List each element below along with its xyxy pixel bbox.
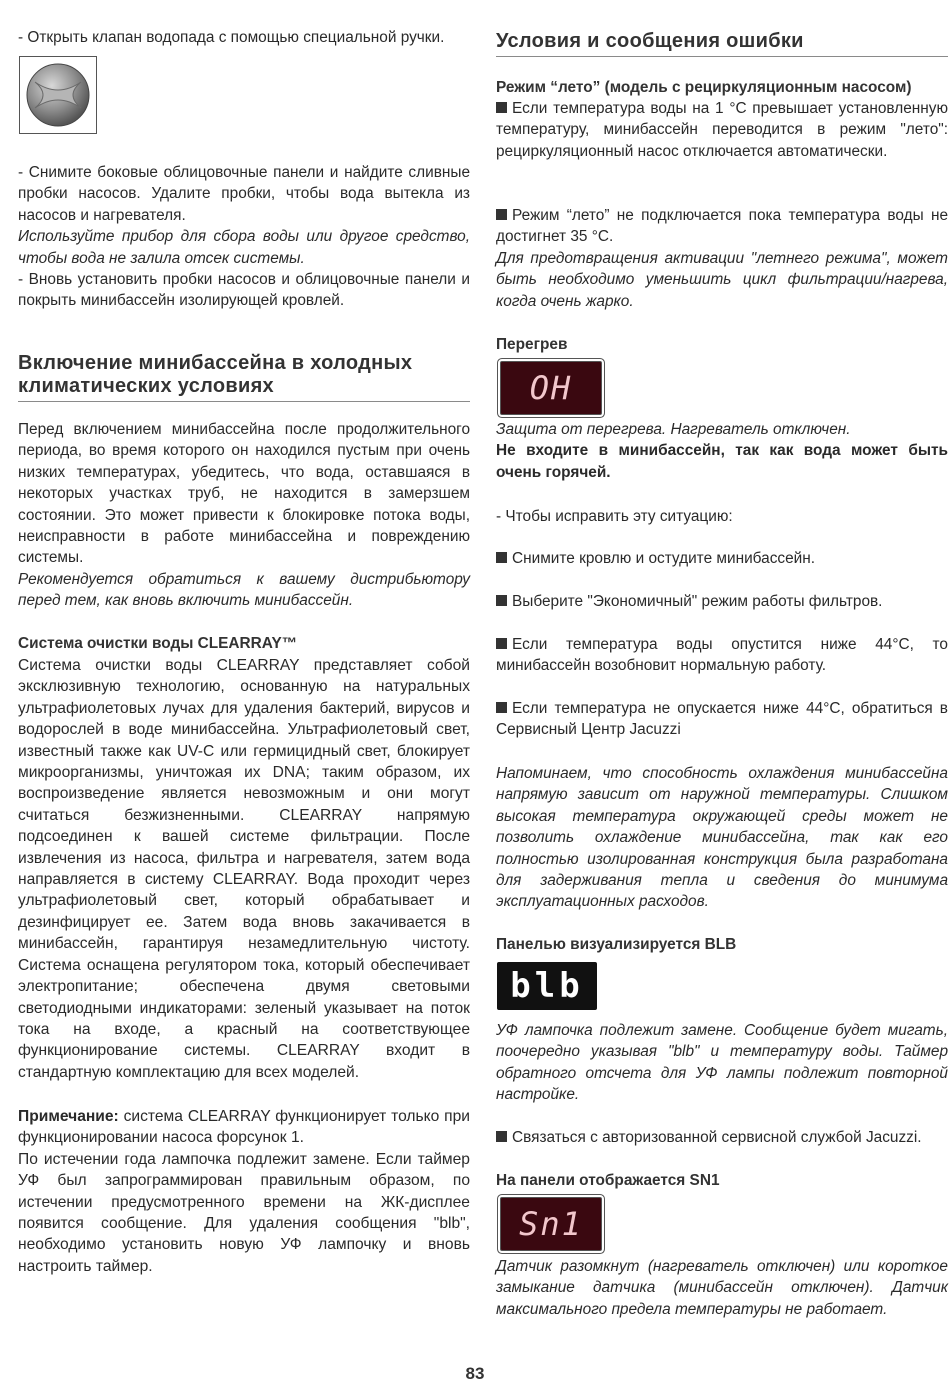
cold-climate-heading: Включение минибассейна в холодных климатических условиях bbox=[18, 352, 470, 402]
bullet-square-icon bbox=[496, 702, 507, 713]
sn1-title: На панели отображается SN1 bbox=[496, 1172, 720, 1189]
fix-step-2: Выберите "Экономичный" режим работы фильтров. bbox=[496, 591, 948, 612]
summer-mode-title: Режим “лето” (модель с рециркуляционным насосом) bbox=[496, 79, 912, 96]
waterfall-knob-image bbox=[19, 56, 97, 134]
waterfall-knob-icon bbox=[25, 62, 91, 128]
page-number: 83 bbox=[465, 1364, 485, 1383]
overheat-display bbox=[500, 361, 602, 415]
sn1-display-code: Sn1 bbox=[519, 1205, 583, 1243]
bullet-square-icon bbox=[496, 1131, 507, 1142]
bullet-square-icon bbox=[496, 638, 507, 649]
fix-step-1: Снимите кровлю и остудите минибассейн. bbox=[496, 548, 948, 569]
clearray-text: Система очистки воды CLEARRAY представляет собой эксклюзивную технологию, основанную на натуральных ультрафиолетовых лучах для удаления бактерий, вирусов и водорослей в воде минибассейна. Ультрафиолетовый свет, известный также как UV-C или гермицидный свет, блокирует микроорганизмы, уничтожая их DNA; таким образом, их воспроизведение является невозможным и они могут считаться безжизненными. CLEARRAY напрямую подсоединен к вашей системе фильтрации. После извлечения из насоса, фильтра и нагревателя, затем вода направляется в систему CLEARRAY. Вода проходит через ультрафиолетовый свет, который обрабатывает и дезинфицирует ее. Затем вода вновь закачивается в минибассейн, гарантируя незамедлительную чистоту. Система оснащена регулятором тока, который обеспечивает электропитание; обеспечена двумя световыми светодиодными индикаторами: зеленый указывает на поток тока на входе, а красный на соответствующее функционирование системы. CLEARRAY входит в стандартную комплектацию для всех моделей. bbox=[18, 657, 470, 1081]
drain-note: Используйте прибор для сбора воды или другое средство, чтобы вода не залила отсек системы. bbox=[18, 228, 470, 267]
blb-display bbox=[497, 962, 597, 1010]
clearray-note bbox=[18, 1106, 470, 1149]
bullet-square-icon bbox=[496, 209, 507, 220]
reinstall-instruction: - Вновь установить пробки насосов и облицовочные панели и покрыть минибассейн изолирующей кровлей. bbox=[18, 271, 470, 310]
overheat-description: Защита от перегрева. Нагреватель отключен. bbox=[496, 421, 851, 438]
overheat-display-code: OH bbox=[529, 369, 573, 407]
fix-step-3: Если температура воды опустится ниже 44°C, то минибассейн возобновит нормальную работу. bbox=[496, 636, 948, 675]
blb-description: УФ лампочка подлежит замене. Сообщение будет мигать, поочередно указывая "blb" и температуру воды. Таймер обратного отсчета для УФ лампы подлежит повторной настройке. bbox=[496, 1022, 948, 1104]
valve-instruction: - Открыть клапан водопада с помощью специальной ручки. bbox=[18, 29, 445, 46]
cold-climate-text: Перед включением минибассейна после продолжительного периода, во время которого он находился пустым при очень низких температурах, убедитесь, что вода, оставшаяся в некоторых участках труб, не находится в замерзшем состоянии. Это может привести к блокировке потока воды, неисправности в работе минибассейна и повреждению системы. bbox=[18, 421, 470, 567]
blb-title: Панелью визуализируется BLB bbox=[496, 936, 737, 953]
blb-action: Связаться с авторизованной сервисной службой Jacuzzi. bbox=[496, 1127, 948, 1148]
fix-intro: - Чтобы исправить эту ситуацию: bbox=[496, 508, 733, 525]
drain-instruction: - Снимите боковые облицовочные панели и найдите сливные пробки насосов. Удалите пробки, чтобы вода вытекла из насосов и нагревателя. bbox=[18, 164, 470, 224]
summer-mode-p1: Если температура воды на 1 °C превышает установленную температуру, минибассейн переводится в режим "лето": рециркуляционный насос отключается автоматически. bbox=[496, 100, 948, 160]
note-label: Примечание: bbox=[18, 1108, 119, 1125]
note-text: система CLEARRAY функционирует только при функционировании насоса форсунок 1. bbox=[18, 1108, 470, 1147]
bullet-square-icon bbox=[496, 102, 507, 113]
overheat-title: Перегрев bbox=[496, 336, 568, 353]
summer-mode-note: Для предотвращения активации "летнего режима", может быть необходимо уменьшить цикл фильтрации/нагрева, когда очень жарко. bbox=[496, 249, 948, 310]
summer-mode-p2: Режим “лето” не подключается пока температура воды не достигнет 35 °C. bbox=[496, 207, 948, 246]
lamp-replacement-text: По истечении года лампочка подлежит замене. Если таймер УФ был запрограммирован правильным образом, по истечении предусмотренного времени на ЖК-дисплее появится сообщение. Для удаления сообщения "blb", необходимо установить новую УФ лампочку и вновь настроить таймер. bbox=[18, 1150, 470, 1275]
fix-step-4: Если температура не опускается ниже 44°C, обратиться в Сервисный Центр Jacuzzi bbox=[496, 700, 948, 739]
cooling-reminder: Напоминаем, что способность охлаждения минибассейна напрямую зависит от наружной температуры. Слишком высокая температура окружающей среды может не позволить охлаждение минибассейна, так как его полностью изолированная конструкция была разработана для задерживания тепла и сведения до минимума эксплуатационных расходов. bbox=[496, 765, 948, 911]
cold-climate-note: Рекомендуется обратиться к вашему дистрибьютору перед тем, как вновь включить минибассейн. bbox=[18, 570, 470, 610]
overheat-warning: Не входите в минибассейн, так как вода может быть очень горячей. bbox=[496, 442, 948, 481]
sn1-description: Датчик разомкнут (нагреватель отключен) или короткое замыкание датчика (минибассейн отключен). Датчик максимального предела температуры не работает. bbox=[496, 1258, 948, 1318]
bullet-square-icon bbox=[496, 552, 507, 563]
sn1-display bbox=[500, 1197, 602, 1251]
clearray-heading: Система очистки воды CLEARRAY™ bbox=[18, 635, 298, 652]
blb-display-code: blb bbox=[510, 966, 584, 1006]
bullet-square-icon bbox=[496, 595, 507, 606]
errors-heading: Условия и сообщения ошибки bbox=[496, 30, 948, 57]
